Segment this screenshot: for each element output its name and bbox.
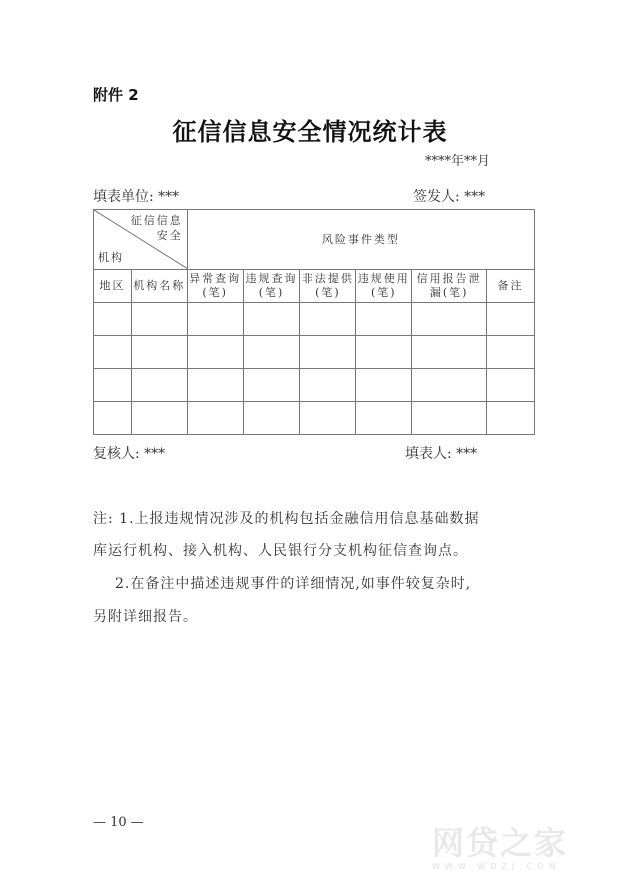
fill-unit: 填表单位: *** (93, 189, 180, 205)
issuer: 签发人: *** (413, 189, 486, 205)
note-line-4: 另附详细报告。 (93, 609, 198, 625)
table-cell (487, 336, 535, 369)
table-cell (356, 369, 412, 402)
column-header: 信用报告泄漏(笔) (412, 270, 487, 303)
table-cell (300, 369, 356, 402)
report-date: ****年**月 (425, 154, 491, 169)
table-cell (243, 402, 300, 435)
table-cell (487, 369, 535, 402)
table-cell (187, 303, 243, 336)
table-cell (356, 402, 412, 435)
note-line-1: 注: 1.上报违规情况涉及的机构包括金融信用信息基础数据 (93, 511, 480, 527)
table-cell (412, 402, 487, 435)
table-cell (94, 303, 132, 336)
note-line-2: 库运行机构、接入机构、人民银行分支机构征信查询点。 (93, 543, 468, 559)
table-cell (243, 303, 300, 336)
table-cell (487, 402, 535, 435)
table-cell (412, 336, 487, 369)
table-cell (300, 336, 356, 369)
table-cell (94, 402, 132, 435)
table-cell (300, 402, 356, 435)
table-row (94, 336, 535, 369)
column-header: 机构名称 (131, 270, 187, 303)
column-header: 地区 (94, 270, 132, 303)
table-cell (412, 369, 487, 402)
diag-top-label (131, 213, 183, 243)
table-cell (187, 369, 243, 402)
column-header: 备注 (487, 270, 535, 303)
filler: 填表人: *** (405, 446, 478, 462)
document-title: 征信信息安全情况统计表 (172, 117, 448, 146)
table-row (94, 303, 535, 336)
table-cell (487, 303, 535, 336)
column-header: 违规查询(笔) (243, 270, 300, 303)
watermark-text: 网贷之家 (432, 824, 569, 862)
column-header: 非法提供(笔) (300, 270, 356, 303)
table-cell (131, 402, 187, 435)
reviewer: 复核人: *** (93, 446, 166, 462)
attachment-label: 附件 2 (93, 86, 139, 104)
table-cell (243, 336, 300, 369)
table-cell (356, 303, 412, 336)
watermark-url: WWW.WDZJ.COM (432, 862, 561, 871)
table-cell (187, 336, 243, 369)
table-cell (94, 336, 132, 369)
table-cell (131, 369, 187, 402)
watermark-logo (432, 818, 568, 871)
table-cell (187, 402, 243, 435)
table-cell (300, 303, 356, 336)
table-cell (243, 369, 300, 402)
page-number: — 10 — (93, 815, 144, 830)
diag-top-line1: 征信信息 (130, 214, 183, 227)
table-cell (94, 369, 132, 402)
table-cell (356, 336, 412, 369)
column-header: 异常查询(笔) (187, 270, 243, 303)
table-row (94, 402, 535, 435)
column-header: 违规使用(笔) (356, 270, 412, 303)
diag-bottom-label: 机构 (98, 251, 124, 264)
table-row (94, 369, 535, 402)
note-line-3: 2.在备注中描述违规事件的详细情况,如事件较复杂时, (115, 576, 472, 592)
group-header: 风险事件类型 (187, 210, 534, 270)
table-cell (412, 303, 487, 336)
diagonal-header-cell (94, 210, 188, 270)
table-cell (131, 336, 187, 369)
table-cell (131, 303, 187, 336)
diag-top-line2: 安全 (156, 229, 183, 242)
statistics-table (93, 209, 535, 435)
